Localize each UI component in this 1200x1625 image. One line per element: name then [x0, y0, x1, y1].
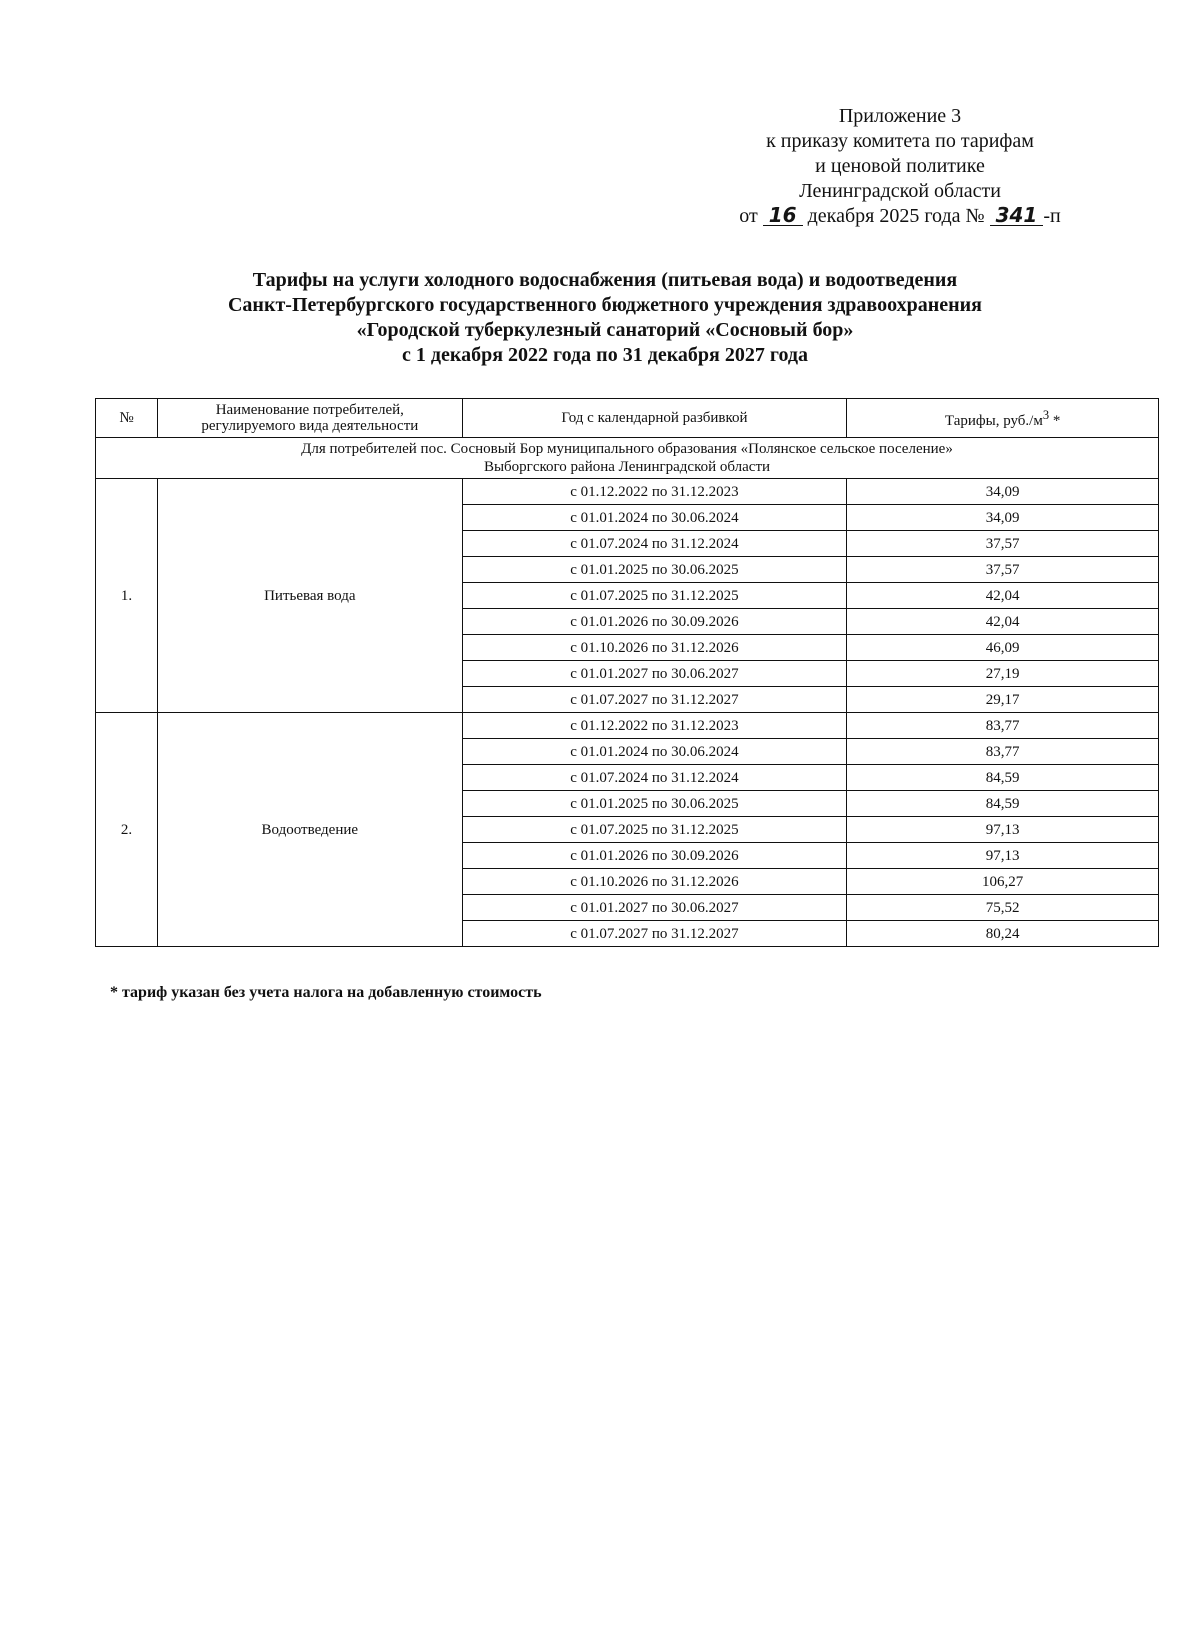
- period-cell: с 01.07.2024 по 31.12.2024: [462, 765, 847, 791]
- tariff-cell: 27,19: [847, 661, 1159, 687]
- tariff-cell: 75,52: [847, 895, 1159, 921]
- period-cell: с 01.10.2026 по 31.12.2026: [462, 869, 847, 895]
- appendix-line-3: и ценовой политике: [815, 155, 985, 177]
- tariff-cell: 37,57: [847, 531, 1159, 557]
- period-cell: с 01.07.2027 по 31.12.2027: [462, 921, 847, 947]
- header-tariff-sup: 3: [1042, 408, 1050, 422]
- period-cell: с 01.01.2027 по 30.06.2027: [462, 661, 847, 687]
- header-num: №: [96, 399, 158, 438]
- period-cell: с 01.12.2022 по 31.12.2023: [462, 479, 847, 505]
- table-header-row: [96, 399, 1159, 438]
- period-cell: с 01.10.2026 по 31.12.2026: [462, 635, 847, 661]
- tariff-cell: 46,09: [847, 635, 1159, 661]
- title-line-3: «Городской туберкулезный санаторий «Сосновый бор»: [356, 319, 854, 341]
- header-consumer-line-2: регулируемого вида деятельности: [201, 418, 419, 434]
- tariff-cell: 42,04: [847, 583, 1159, 609]
- tariff-cell: 84,59: [847, 791, 1159, 817]
- consumer-name: Водоотведение: [157, 713, 462, 947]
- header-consumer: [157, 399, 462, 438]
- period-cell: с 01.01.2025 по 30.06.2025: [462, 791, 847, 817]
- table-row: [96, 479, 1159, 505]
- period-cell: с 01.07.2027 по 31.12.2027: [462, 687, 847, 713]
- tariff-cell: 83,77: [847, 739, 1159, 765]
- period-cell: с 01.01.2027 по 30.06.2027: [462, 895, 847, 921]
- header-tariff-label: Тарифы, руб./м: [944, 413, 1043, 429]
- group-cell: [96, 438, 1159, 479]
- tariff-cell: 34,09: [847, 505, 1159, 531]
- period-cell: с 01.01.2025 по 30.06.2025: [462, 557, 847, 583]
- order-day-handwritten: 16: [763, 205, 803, 226]
- tariff-cell: 29,17: [847, 687, 1159, 713]
- tariff-cell: 83,77: [847, 713, 1159, 739]
- tariff-cell: 42,04: [847, 609, 1159, 635]
- tariff-cell: 106,27: [847, 869, 1159, 895]
- tariff-table: [95, 398, 1159, 947]
- period-cell: с 01.01.2024 по 30.06.2024: [462, 505, 847, 531]
- consumer-name: Питьевая вода: [157, 479, 462, 713]
- period-cell: с 01.01.2024 по 30.06.2024: [462, 739, 847, 765]
- tariff-cell: 37,57: [847, 557, 1159, 583]
- appendix-line-2: к приказу комитета по тарифам: [766, 130, 1034, 152]
- appendix-line-1: Приложение 3: [838, 105, 962, 127]
- order-reference: [700, 204, 1100, 229]
- header-consumer-line-1: Наименование потребителей,: [215, 402, 404, 418]
- order-number-handwritten: 341: [990, 205, 1044, 226]
- period-cell: с 01.01.2026 по 30.09.2026: [462, 843, 847, 869]
- title-line-4: с 1 декабря 2022 года по 31 декабря 2027 года: [402, 344, 808, 366]
- header-tariff: [847, 399, 1159, 438]
- title-line-1: Тарифы на услуги холодного водоснабжения (питьевая вода) и водоотведения: [252, 269, 958, 291]
- footnote: * тариф указан без учета налога на добавленную стоимость: [110, 984, 542, 1001]
- order-suffix: -п: [1043, 205, 1061, 227]
- section-number: 2.: [96, 713, 158, 947]
- order-middle: декабря 2025 года №: [807, 205, 985, 227]
- period-cell: с 01.12.2022 по 31.12.2023: [462, 713, 847, 739]
- appendix-line-4: Ленинградской области: [799, 180, 1001, 202]
- period-cell: с 01.07.2024 по 31.12.2024: [462, 531, 847, 557]
- table-row: [96, 713, 1159, 739]
- group-row: [96, 438, 1159, 479]
- section-number: 1.: [96, 479, 158, 713]
- period-cell: с 01.07.2025 по 31.12.2025: [462, 583, 847, 609]
- tariff-cell: 34,09: [847, 479, 1159, 505]
- group-line-2: Выборгского района Ленинградской области: [483, 459, 771, 475]
- title-line-2: Санкт-Петербургского государственного бюджетного учреждения здравоохранения: [227, 294, 982, 316]
- tariff-cell: 80,24: [847, 921, 1159, 947]
- period-cell: с 01.07.2025 по 31.12.2025: [462, 817, 847, 843]
- appendix-header: [700, 104, 1100, 229]
- tariff-cell: 97,13: [847, 843, 1159, 869]
- group-line-1: Для потребителей пос. Сосновый Бор муниципального образования «Полянское сельское поселение»: [301, 441, 953, 457]
- header-period: Год с календарной разбивкой: [462, 399, 847, 438]
- order-prefix: от: [739, 205, 758, 227]
- tariff-cell: 84,59: [847, 765, 1159, 791]
- period-cell: с 01.01.2026 по 30.09.2026: [462, 609, 847, 635]
- document-title: [80, 268, 1130, 368]
- header-tariff-mark: *: [1049, 413, 1061, 429]
- tariff-cell: 97,13: [847, 817, 1159, 843]
